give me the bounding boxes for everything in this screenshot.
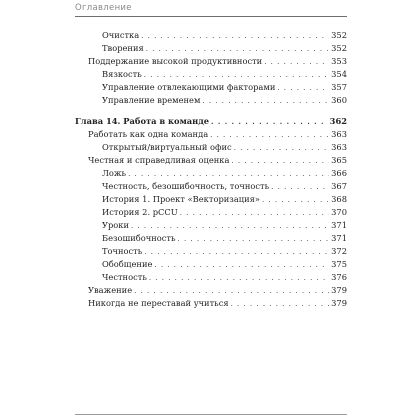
toc-entry-title: Поддержание высокой продуктивности	[88, 56, 263, 66]
toc-entry-title: Работать как одна команда	[88, 129, 209, 139]
toc-entry-page: 366	[331, 168, 347, 178]
dot-leader	[202, 95, 329, 108]
toc-entry-title: Управление отвлекающими факторами	[102, 82, 276, 92]
toc-entry-title: Открытый/виртуальный офис	[102, 142, 232, 152]
toc-entry[interactable]	[75, 258, 347, 271]
dot-leader	[264, 56, 329, 69]
toc-entry-title: Управление временем	[102, 95, 201, 105]
dot-leader	[144, 246, 329, 259]
toc-entry-page: 379	[331, 285, 347, 295]
dot-leader	[262, 194, 329, 207]
toc-entry-title: История 2. pCCU	[102, 207, 178, 217]
toc-entry-page: 370	[331, 207, 347, 217]
toc-entry-title: Честная и справедливая оценка	[88, 155, 230, 165]
toc-entry-page: 368	[331, 194, 347, 204]
toc-entry-title: Никогда не переставай учиться	[88, 298, 229, 308]
toc-entry[interactable]	[75, 219, 347, 232]
toc-entry[interactable]	[75, 245, 347, 258]
toc-entry-page: 352	[331, 30, 347, 40]
toc-entry[interactable]	[75, 94, 347, 107]
toc-entry-page: 371	[331, 220, 347, 230]
toc-entry-page: 367	[331, 181, 347, 191]
toc-entry-title: Творения	[102, 43, 144, 53]
dot-leader	[271, 181, 329, 194]
toc-entry[interactable]	[75, 180, 347, 193]
toc-entry[interactable]	[75, 55, 347, 68]
toc-entry-title: Честность	[102, 272, 147, 282]
toc-entry-title: Точность	[102, 246, 143, 256]
header-rule	[75, 16, 347, 17]
toc-entry[interactable]	[75, 284, 347, 297]
toc-entry[interactable]	[75, 193, 347, 206]
toc-entry-page: 362	[329, 116, 347, 126]
toc-entry-page: 372	[331, 246, 347, 256]
toc-entry-page: 360	[331, 95, 347, 105]
toc-entry[interactable]	[75, 154, 347, 167]
toc-entry-title: Уважение	[88, 285, 133, 295]
running-head: Оглавление	[75, 3, 132, 13]
toc-entry-title: Безошибочность	[102, 233, 176, 243]
toc-entry-title: Уроки	[102, 220, 130, 230]
toc-entry-page: 379	[331, 298, 347, 308]
toc-entry-page: 376	[331, 272, 347, 282]
dot-leader	[231, 298, 330, 311]
toc-entry-title: Ложь	[102, 168, 127, 178]
toc-entry[interactable]	[75, 42, 347, 55]
footer-rule	[75, 414, 347, 415]
toc-entry[interactable]	[75, 271, 347, 284]
toc-entry-title: Вязкость	[102, 69, 142, 79]
dot-leader	[149, 272, 329, 285]
dot-leader	[211, 115, 328, 128]
toc-entry-page: 353	[331, 56, 347, 66]
toc-entry-page: 352	[331, 43, 347, 53]
toc-entry[interactable]	[75, 297, 347, 310]
toc-entry-page: 363	[331, 142, 347, 152]
dot-leader	[178, 233, 330, 246]
dot-leader	[277, 82, 329, 95]
dot-leader	[180, 207, 329, 220]
toc-entry[interactable]	[75, 68, 347, 81]
toc-entry[interactable]	[75, 167, 347, 180]
table-of-contents	[75, 29, 347, 310]
dot-leader	[141, 30, 329, 43]
toc-entry-title: История 1. Проект «Векторизация»	[102, 194, 260, 204]
toc-entry-title: Честность, безошибочность, точность	[102, 181, 270, 191]
toc-entry[interactable]	[75, 29, 347, 42]
toc-entry-page: 354	[331, 69, 347, 79]
toc-entry[interactable]	[75, 81, 347, 94]
dot-leader	[154, 259, 329, 272]
toc-chapter-entry[interactable]	[75, 115, 347, 128]
toc-entry[interactable]	[75, 206, 347, 219]
toc-entry-title: Обобщение	[102, 259, 153, 269]
toc-entry-page: 363	[331, 129, 347, 139]
toc-entry-page: 365	[331, 155, 347, 165]
toc-entry-page: 375	[331, 259, 347, 269]
toc-entry-page: 357	[331, 82, 347, 92]
toc-entry[interactable]	[75, 232, 347, 245]
dot-leader	[231, 155, 329, 168]
toc-entry-page: 371	[331, 233, 347, 243]
toc-entry[interactable]	[75, 141, 347, 154]
toc-chapter-title: Глава 14. Работа в команде	[75, 116, 210, 126]
toc-entry[interactable]	[75, 128, 347, 141]
toc-entry-title: Очистка	[102, 30, 140, 40]
dot-leader	[234, 142, 329, 155]
